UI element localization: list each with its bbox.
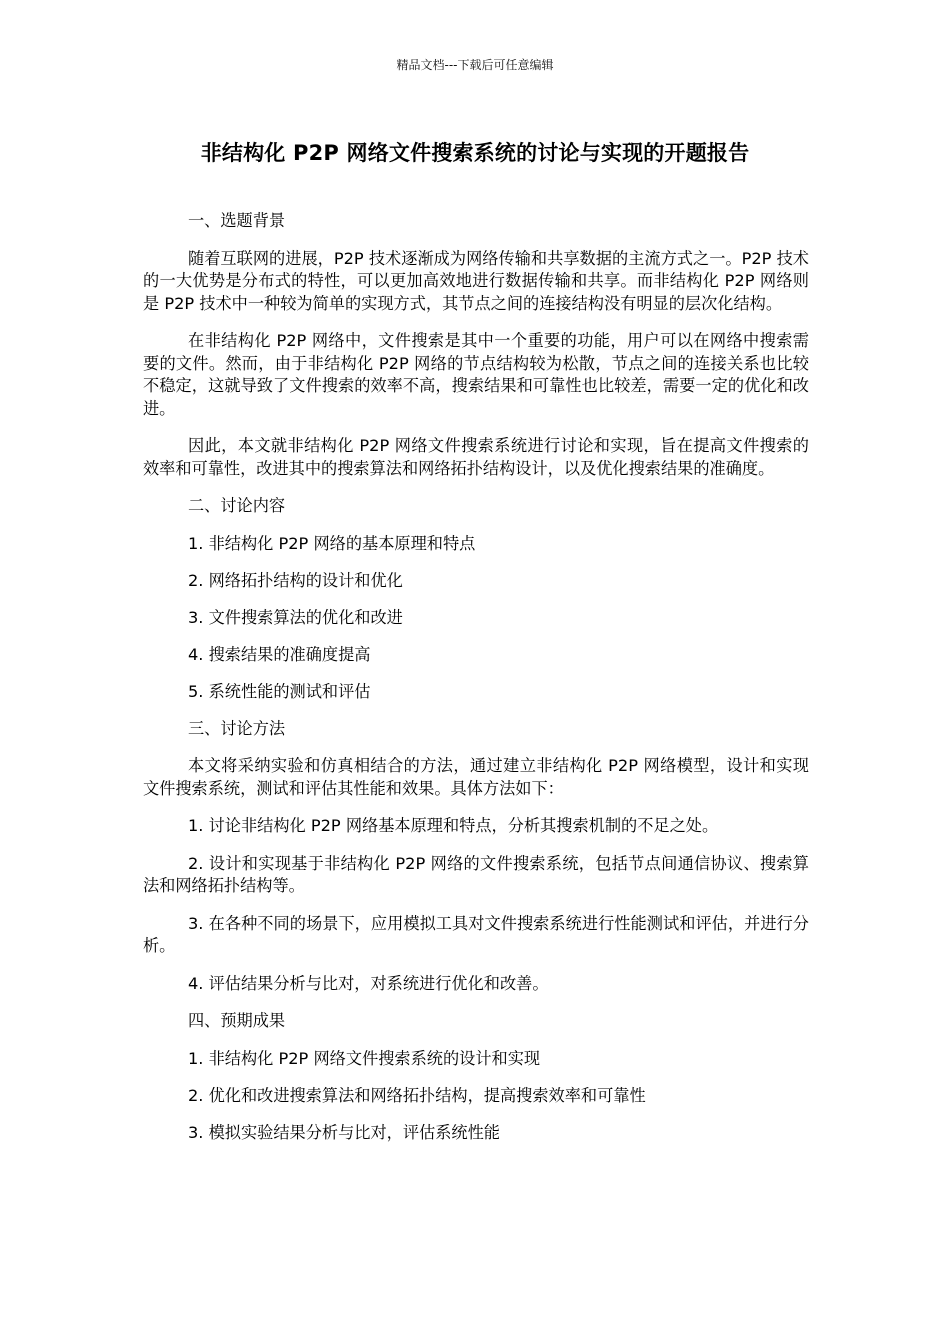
list-item: 3. 模拟实验结果分析与比对，评估系统性能	[188, 1122, 500, 1142]
section-heading-content: 二、讨论内容	[188, 496, 286, 515]
paragraph-background-3: 因此，本文就非结构化 P2P 网络文件搜索系统进行讨论和实现，旨在提高文件搜索的效率和可靠性，改进其中的搜索算法和网络拓扑结构设计，以及优化搜索结果的准确度。	[143, 436, 809, 478]
document-title: 非结构化 P2P 网络文件搜索系统的讨论与实现的开题报告	[200, 141, 750, 165]
header-note: 精品文档---下载后可任意编辑	[396, 58, 554, 72]
list-item: 4. 搜索结果的准确度提高	[188, 644, 371, 664]
list-item: 2. 设计和实现基于非结构化 P2P 网络的文件搜索系统，包括节点间通信协议、搜索算法和网络拓扑结构等。	[143, 853, 809, 895]
paragraph-background-2: 在非结构化 P2P 网络中，文件搜索是其中一个重要的功能，用户可以在网络中搜索需要的文件。然而，由于非结构化 P2P 网络的节点结构较为松散，节点之间的连接关系也比较不稳定，这就导致了文件搜索的效率不高，搜索结果和可靠性也比较差，需要一定的优化和改进。	[143, 331, 809, 418]
list-item: 2. 优化和改进搜索算法和网络拓扑结构，提高搜索效率和可靠性	[188, 1085, 646, 1105]
paragraph-method-intro: 本文将采纳实验和仿真相结合的方法，通过建立非结构化 P2P 网络模型，设计和实现文件搜索系统，测试和评估其性能和效果。具体方法如下：	[143, 756, 809, 798]
list-item: 5. 系统性能的测试和评估	[188, 681, 371, 701]
list-item: 1. 非结构化 P2P 网络的基本原理和特点	[188, 533, 476, 553]
list-item: 3. 文件搜索算法的优化和改进	[188, 607, 403, 627]
list-item: 2. 网络拓扑结构的设计和优化	[188, 570, 403, 590]
list-item: 1. 讨论非结构化 P2P 网络基本原理和特点，分析其搜索机制的不足之处。	[188, 816, 719, 835]
section-heading-results: 四、预期成果	[188, 1011, 286, 1030]
list-item: 3. 在各种不同的场景下，应用模拟工具对文件搜索系统进行性能测试和评估，并进行分析。	[143, 913, 809, 955]
list-item: 4. 评估结果分析与比对，对系统进行优化和改善。	[188, 973, 549, 993]
section-heading-method: 三、讨论方法	[188, 718, 286, 738]
list-item: 1. 非结构化 P2P 网络文件搜索系统的设计和实现	[188, 1048, 541, 1068]
paragraph-background-1: 随着互联网的进展，P2P 技术逐渐成为网络传输和共享数据的主流方式之一。P2P 技术的一大优势是分布式的特性，可以更加高效地进行数据传输和共享。而非结构化 P2P 网络则是 P2P 技术中一种较为简单的实现方式，其节点之间的连接结构没有明显的层次化结构。	[143, 248, 809, 313]
document-body	[143, 210, 809, 1159]
section-heading-background: 一、选题背景	[188, 211, 286, 230]
